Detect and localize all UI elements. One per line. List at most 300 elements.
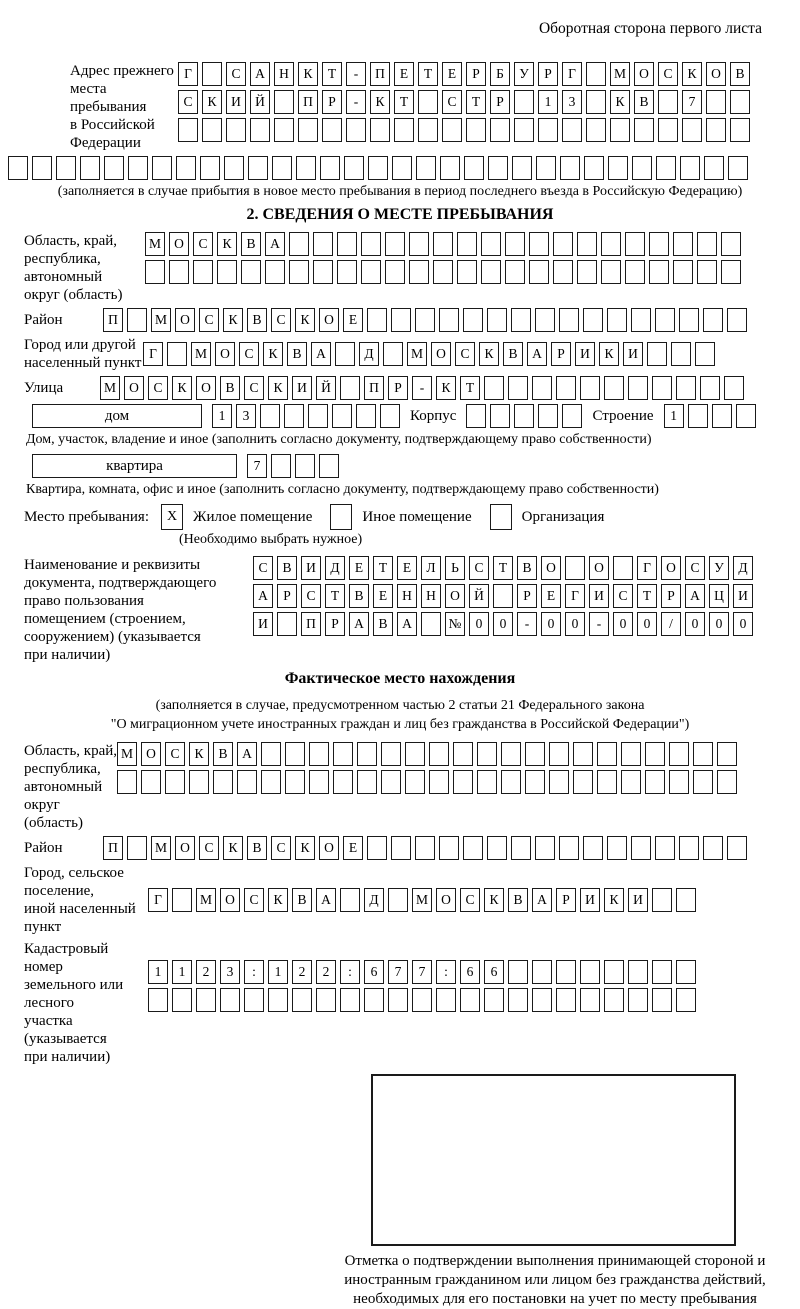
char-cell[interactable] (322, 118, 342, 142)
char-cell[interactable] (332, 404, 352, 428)
char-cell[interactable]: - (517, 612, 537, 636)
char-cell[interactable] (669, 742, 689, 766)
char-cell[interactable]: С (301, 584, 321, 608)
char-cell[interactable] (625, 260, 645, 284)
char-cell[interactable] (535, 308, 555, 332)
char-cell[interactable] (631, 836, 651, 860)
char-cell[interactable]: : (244, 960, 264, 984)
char-cell[interactable] (535, 836, 555, 860)
char-cell[interactable] (673, 232, 693, 256)
char-cell[interactable]: О (661, 556, 681, 580)
char-cell[interactable] (364, 988, 384, 1012)
char-cell[interactable] (439, 836, 459, 860)
char-cell[interactable]: Г (143, 342, 163, 366)
char-cell[interactable] (244, 988, 264, 1012)
char-cell[interactable]: В (503, 342, 523, 366)
char-cell[interactable] (453, 742, 473, 766)
char-cell[interactable]: Е (442, 62, 462, 86)
char-cell[interactable] (501, 742, 521, 766)
char-cell[interactable] (584, 156, 604, 180)
char-cell[interactable] (508, 988, 528, 1012)
char-cell[interactable] (488, 156, 508, 180)
char-cell[interactable]: С (244, 888, 264, 912)
char-cell[interactable] (381, 770, 401, 794)
char-cell[interactable] (586, 62, 606, 86)
char-cell[interactable] (676, 960, 696, 984)
char-cell[interactable]: 7 (682, 90, 702, 114)
char-cell[interactable] (532, 376, 552, 400)
char-cell[interactable]: В (517, 556, 537, 580)
char-cell[interactable]: У (709, 556, 729, 580)
char-cell[interactable]: Р (538, 62, 558, 86)
char-cell[interactable] (562, 118, 582, 142)
char-cell[interactable]: Р (490, 90, 510, 114)
char-cell[interactable] (320, 156, 340, 180)
char-cell[interactable] (481, 232, 501, 256)
char-cell[interactable] (418, 118, 438, 142)
char-cell[interactable] (463, 836, 483, 860)
char-cell[interactable] (525, 770, 545, 794)
char-cell[interactable] (357, 742, 377, 766)
char-cell[interactable] (380, 404, 400, 428)
char-cell[interactable]: К (217, 232, 237, 256)
char-cell[interactable]: 2 (292, 960, 312, 984)
char-cell[interactable] (271, 454, 291, 478)
char-cell[interactable]: 3 (236, 404, 256, 428)
char-cell[interactable] (477, 770, 497, 794)
char-cell[interactable]: К (682, 62, 702, 86)
char-cell[interactable]: 1 (268, 960, 288, 984)
char-cell[interactable] (565, 556, 585, 580)
char-cell[interactable]: Н (421, 584, 441, 608)
char-cell[interactable] (658, 118, 678, 142)
char-cell[interactable]: П (301, 612, 321, 636)
char-cell[interactable]: М (412, 888, 432, 912)
char-cell[interactable] (501, 770, 521, 794)
char-cell[interactable] (549, 742, 569, 766)
char-cell[interactable] (703, 836, 723, 860)
char-cell[interactable] (652, 988, 672, 1012)
char-cell[interactable] (553, 260, 573, 284)
char-cell[interactable] (391, 308, 411, 332)
char-cell[interactable] (178, 118, 198, 142)
char-cell[interactable]: О (169, 232, 189, 256)
char-cell[interactable] (580, 960, 600, 984)
char-cell[interactable]: - (346, 62, 366, 86)
char-cell[interactable] (285, 770, 305, 794)
char-cell[interactable] (556, 960, 576, 984)
char-cell[interactable] (296, 156, 316, 180)
char-cell[interactable]: 1 (212, 404, 232, 428)
char-cell[interactable] (493, 584, 513, 608)
char-cell[interactable] (274, 90, 294, 114)
char-cell[interactable] (487, 836, 507, 860)
char-cell[interactable]: К (298, 62, 318, 86)
char-cell[interactable] (309, 742, 329, 766)
char-cell[interactable] (385, 260, 405, 284)
char-cell[interactable] (580, 376, 600, 400)
char-cell[interactable] (508, 960, 528, 984)
char-cell[interactable]: 0 (565, 612, 585, 636)
char-cell[interactable]: О (445, 584, 465, 608)
char-cell[interactable] (333, 770, 353, 794)
char-cell[interactable] (165, 770, 185, 794)
char-cell[interactable] (439, 308, 459, 332)
char-cell[interactable] (676, 988, 696, 1012)
char-cell[interactable] (697, 232, 717, 256)
char-cell[interactable]: А (532, 888, 552, 912)
char-cell[interactable] (464, 156, 484, 180)
char-cell[interactable]: А (349, 612, 369, 636)
char-cell[interactable]: А (397, 612, 417, 636)
char-cell[interactable]: Г (562, 62, 582, 86)
char-cell[interactable] (628, 376, 648, 400)
char-cell[interactable] (695, 342, 715, 366)
char-cell[interactable] (490, 118, 510, 142)
char-cell[interactable] (361, 232, 381, 256)
char-cell[interactable] (370, 118, 390, 142)
char-cell[interactable]: Р (551, 342, 571, 366)
char-cell[interactable]: О (436, 888, 456, 912)
char-cell[interactable]: С (253, 556, 273, 580)
char-cell[interactable] (652, 960, 672, 984)
char-cell[interactable]: Е (541, 584, 561, 608)
char-cell[interactable] (337, 232, 357, 256)
char-cell[interactable]: 1 (172, 960, 192, 984)
char-cell[interactable] (505, 260, 525, 284)
char-cell[interactable]: Л (421, 556, 441, 580)
char-cell[interactable]: Д (359, 342, 379, 366)
char-cell[interactable] (649, 260, 669, 284)
char-cell[interactable] (477, 742, 497, 766)
char-cell[interactable]: Й (316, 376, 336, 400)
char-cell[interactable] (418, 90, 438, 114)
char-cell[interactable]: - (589, 612, 609, 636)
char-cell[interactable]: С (455, 342, 475, 366)
char-cell[interactable]: О (319, 308, 339, 332)
char-cell[interactable]: С (193, 232, 213, 256)
char-cell[interactable]: Ц (709, 584, 729, 608)
char-cell[interactable] (226, 118, 246, 142)
char-cell[interactable]: О (124, 376, 144, 400)
char-cell[interactable]: С (469, 556, 489, 580)
char-cell[interactable]: Т (325, 584, 345, 608)
char-cell[interactable] (193, 260, 213, 284)
char-cell[interactable]: Т (322, 62, 342, 86)
char-cell[interactable]: Е (343, 308, 363, 332)
char-cell[interactable]: : (340, 960, 360, 984)
char-cell[interactable] (505, 232, 525, 256)
char-cell[interactable]: - (412, 376, 432, 400)
char-cell[interactable] (645, 770, 665, 794)
char-cell[interactable]: Й (250, 90, 270, 114)
char-cell[interactable]: П (103, 836, 123, 860)
char-cell[interactable] (405, 742, 425, 766)
char-cell[interactable]: С (239, 342, 259, 366)
char-cell[interactable]: 1 (664, 404, 684, 428)
char-cell[interactable] (127, 308, 147, 332)
char-cell[interactable]: О (175, 836, 195, 860)
char-cell[interactable] (512, 156, 532, 180)
char-cell[interactable] (706, 90, 726, 114)
checkbox-residential[interactable]: X (161, 504, 183, 530)
char-cell[interactable]: С (178, 90, 198, 114)
char-cell[interactable] (679, 836, 699, 860)
char-cell[interactable] (284, 404, 304, 428)
char-cell[interactable]: П (103, 308, 123, 332)
char-cell[interactable] (604, 988, 624, 1012)
char-cell[interactable]: Т (418, 62, 438, 86)
char-cell[interactable]: О (541, 556, 561, 580)
char-cell[interactable]: Т (637, 584, 657, 608)
char-cell[interactable] (385, 232, 405, 256)
char-cell[interactable] (613, 556, 633, 580)
char-cell[interactable] (344, 156, 364, 180)
char-cell[interactable]: М (117, 742, 137, 766)
char-cell[interactable]: И (575, 342, 595, 366)
char-cell[interactable]: И (623, 342, 643, 366)
char-cell[interactable] (652, 888, 672, 912)
char-cell[interactable]: С (199, 308, 219, 332)
char-cell[interactable] (607, 308, 627, 332)
char-cell[interactable] (415, 308, 435, 332)
char-cell[interactable]: М (191, 342, 211, 366)
char-cell[interactable] (412, 988, 432, 1012)
char-cell[interactable] (466, 118, 486, 142)
apartment-type-box[interactable] (32, 454, 237, 478)
char-cell[interactable] (655, 836, 675, 860)
char-cell[interactable]: 6 (484, 960, 504, 984)
char-cell[interactable]: К (370, 90, 390, 114)
char-cell[interactable] (340, 988, 360, 1012)
char-cell[interactable] (559, 836, 579, 860)
char-cell[interactable]: С (658, 62, 678, 86)
char-cell[interactable] (457, 260, 477, 284)
char-cell[interactable] (649, 232, 669, 256)
char-cell[interactable]: О (175, 308, 195, 332)
char-cell[interactable]: Т (373, 556, 393, 580)
char-cell[interactable]: Т (466, 90, 486, 114)
char-cell[interactable] (514, 90, 534, 114)
char-cell[interactable]: А (237, 742, 257, 766)
char-cell[interactable]: С (271, 836, 291, 860)
char-cell[interactable]: Р (277, 584, 297, 608)
char-cell[interactable] (295, 454, 315, 478)
char-cell[interactable] (514, 118, 534, 142)
char-cell[interactable]: К (202, 90, 222, 114)
char-cell[interactable]: В (220, 376, 240, 400)
char-cell[interactable] (730, 90, 750, 114)
char-cell[interactable]: Е (349, 556, 369, 580)
char-cell[interactable]: Р (466, 62, 486, 86)
char-cell[interactable]: 1 (148, 960, 168, 984)
char-cell[interactable] (529, 232, 549, 256)
char-cell[interactable] (628, 988, 648, 1012)
char-cell[interactable] (671, 342, 691, 366)
char-cell[interactable] (460, 988, 480, 1012)
char-cell[interactable]: 1 (538, 90, 558, 114)
char-cell[interactable]: С (244, 376, 264, 400)
char-cell[interactable]: К (295, 836, 315, 860)
char-cell[interactable]: В (634, 90, 654, 114)
char-cell[interactable]: О (634, 62, 654, 86)
char-cell[interactable] (704, 156, 724, 180)
char-cell[interactable]: С (165, 742, 185, 766)
char-cell[interactable]: 2 (196, 960, 216, 984)
char-cell[interactable]: Р (556, 888, 576, 912)
char-cell[interactable] (80, 156, 100, 180)
char-cell[interactable]: К (223, 308, 243, 332)
char-cell[interactable] (202, 62, 222, 86)
char-cell[interactable] (562, 404, 582, 428)
char-cell[interactable] (625, 232, 645, 256)
char-cell[interactable]: О (220, 888, 240, 912)
char-cell[interactable] (141, 770, 161, 794)
char-cell[interactable]: К (604, 888, 624, 912)
char-cell[interactable] (289, 232, 309, 256)
char-cell[interactable] (340, 376, 360, 400)
char-cell[interactable]: Г (565, 584, 585, 608)
char-cell[interactable]: М (145, 232, 165, 256)
char-cell[interactable] (560, 156, 580, 180)
char-cell[interactable] (577, 260, 597, 284)
char-cell[interactable]: Д (733, 556, 753, 580)
char-cell[interactable] (682, 118, 702, 142)
char-cell[interactable] (549, 770, 569, 794)
char-cell[interactable] (224, 156, 244, 180)
char-cell[interactable] (697, 260, 717, 284)
char-cell[interactable]: К (268, 376, 288, 400)
char-cell[interactable]: С (226, 62, 246, 86)
char-cell[interactable]: М (151, 308, 171, 332)
char-cell[interactable]: О (215, 342, 235, 366)
char-cell[interactable] (335, 342, 355, 366)
char-cell[interactable] (514, 404, 534, 428)
char-cell[interactable]: 0 (493, 612, 513, 636)
char-cell[interactable] (436, 988, 456, 1012)
char-cell[interactable] (717, 770, 737, 794)
char-cell[interactable] (127, 836, 147, 860)
char-cell[interactable] (580, 988, 600, 1012)
char-cell[interactable] (586, 118, 606, 142)
char-cell[interactable] (610, 118, 630, 142)
char-cell[interactable] (357, 770, 377, 794)
char-cell[interactable] (632, 156, 652, 180)
char-cell[interactable]: Г (637, 556, 657, 580)
char-cell[interactable] (508, 376, 528, 400)
char-cell[interactable] (601, 260, 621, 284)
char-cell[interactable]: А (265, 232, 285, 256)
char-cell[interactable]: К (479, 342, 499, 366)
char-cell[interactable] (268, 988, 288, 1012)
char-cell[interactable] (440, 156, 460, 180)
char-cell[interactable] (658, 90, 678, 114)
char-cell[interactable]: 3 (562, 90, 582, 114)
char-cell[interactable]: Г (178, 62, 198, 86)
char-cell[interactable] (484, 988, 504, 1012)
char-cell[interactable] (597, 770, 617, 794)
char-cell[interactable]: Р (661, 584, 681, 608)
char-cell[interactable] (721, 260, 741, 284)
char-cell[interactable]: О (319, 836, 339, 860)
char-cell[interactable]: Р (388, 376, 408, 400)
char-cell[interactable] (679, 308, 699, 332)
char-cell[interactable]: В (730, 62, 750, 86)
char-cell[interactable] (391, 836, 411, 860)
char-cell[interactable] (56, 156, 76, 180)
char-cell[interactable] (200, 156, 220, 180)
char-cell[interactable] (604, 376, 624, 400)
char-cell[interactable]: В (241, 232, 261, 256)
checkbox-organization[interactable] (490, 504, 512, 530)
char-cell[interactable] (169, 260, 189, 284)
char-cell[interactable]: 7 (388, 960, 408, 984)
char-cell[interactable] (148, 988, 168, 1012)
char-cell[interactable] (313, 232, 333, 256)
char-cell[interactable]: 3 (220, 960, 240, 984)
char-cell[interactable]: Е (394, 62, 414, 86)
char-cell[interactable]: В (349, 584, 369, 608)
char-cell[interactable]: Е (397, 556, 417, 580)
char-cell[interactable] (217, 260, 237, 284)
char-cell[interactable]: С (613, 584, 633, 608)
char-cell[interactable] (724, 376, 744, 400)
char-cell[interactable] (32, 156, 52, 180)
char-cell[interactable]: Р (322, 90, 342, 114)
char-cell[interactable] (727, 836, 747, 860)
char-cell[interactable] (409, 232, 429, 256)
char-cell[interactable] (346, 118, 366, 142)
char-cell[interactable] (176, 156, 196, 180)
char-cell[interactable] (538, 118, 558, 142)
char-cell[interactable] (712, 404, 732, 428)
char-cell[interactable] (655, 308, 675, 332)
char-cell[interactable] (621, 770, 641, 794)
char-cell[interactable] (260, 404, 280, 428)
char-cell[interactable]: № (445, 612, 465, 636)
char-cell[interactable]: И (292, 376, 312, 400)
char-cell[interactable]: Е (343, 836, 363, 860)
char-cell[interactable]: П (298, 90, 318, 114)
char-cell[interactable] (532, 960, 552, 984)
char-cell[interactable] (511, 308, 531, 332)
checkbox-other-premises[interactable] (330, 504, 352, 530)
char-cell[interactable]: А (253, 584, 273, 608)
char-cell[interactable]: К (172, 376, 192, 400)
char-cell[interactable]: К (295, 308, 315, 332)
char-cell[interactable]: П (370, 62, 390, 86)
char-cell[interactable] (457, 232, 477, 256)
char-cell[interactable] (487, 308, 507, 332)
char-cell[interactable]: К (263, 342, 283, 366)
char-cell[interactable]: В (292, 888, 312, 912)
char-cell[interactable] (700, 376, 720, 400)
char-cell[interactable]: - (346, 90, 366, 114)
char-cell[interactable] (383, 342, 403, 366)
char-cell[interactable]: 6 (460, 960, 480, 984)
char-cell[interactable] (621, 742, 641, 766)
char-cell[interactable]: Е (373, 584, 393, 608)
char-cell[interactable]: К (223, 836, 243, 860)
char-cell[interactable] (367, 308, 387, 332)
char-cell[interactable] (361, 260, 381, 284)
char-cell[interactable] (577, 232, 597, 256)
char-cell[interactable]: Ь (445, 556, 465, 580)
char-cell[interactable]: Р (517, 584, 537, 608)
char-cell[interactable]: Р (325, 612, 345, 636)
char-cell[interactable]: И (733, 584, 753, 608)
char-cell[interactable] (532, 988, 552, 1012)
